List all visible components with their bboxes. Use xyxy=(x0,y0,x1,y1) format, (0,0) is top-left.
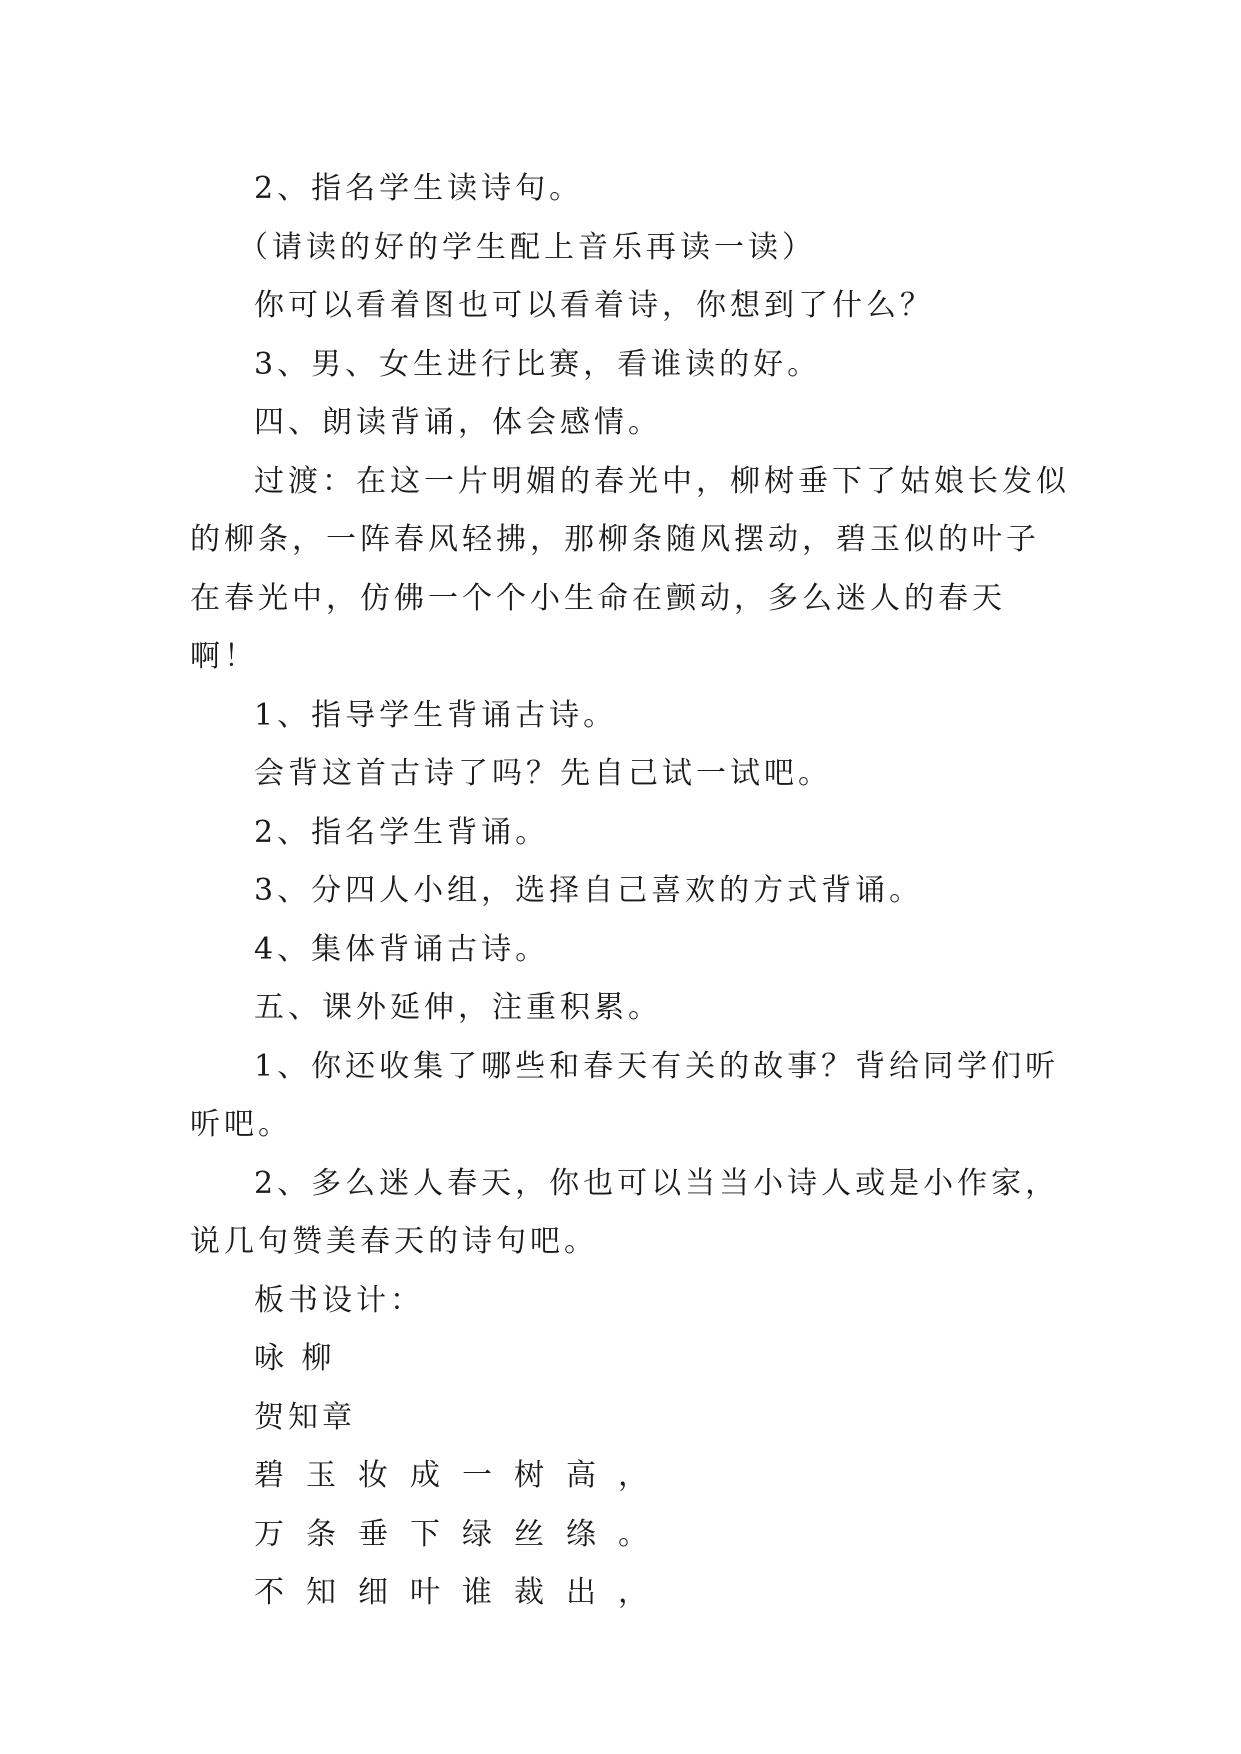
paragraph-13: 1、你还收集了哪些和春天有关的故事？背给同学们听听吧。 xyxy=(190,1048,1060,1142)
paragraph-12: 五、课外延伸，注重积累。 xyxy=(254,990,662,1025)
paragraph-8: 会背这首古诗了吗？先自己试一试吧。 xyxy=(254,756,832,791)
paragraph-14: 2、多么迷人春天，你也可以当当小诗人或是小作家，说几句赞美春天的诗句吧。 xyxy=(190,1165,1060,1259)
paragraph-9: 2、指名学生背诵。 xyxy=(254,814,550,850)
document-body xyxy=(190,160,1070,1623)
poem-line-3: 不知细叶谁裁出， xyxy=(254,1575,670,1610)
poem-title: 咏 柳 xyxy=(254,1341,336,1376)
poem-line-1: 碧玉妆成一树高， xyxy=(254,1458,670,1493)
poem-author: 贺知章 xyxy=(254,1399,356,1435)
paragraph-2: （请读的好的学生配上音乐再读一读） xyxy=(238,229,816,265)
paragraph-10: 3、分四人小组，选择自己喜欢的方式背诵。 xyxy=(254,873,924,908)
paragraph-5: 四、朗读背诵，体会感情。 xyxy=(254,405,662,440)
board-design-heading: 板书设计： xyxy=(254,1282,424,1318)
poem-line-2: 万条垂下绿丝绦。 xyxy=(254,1516,670,1552)
paragraph-11: 4、集体背诵古诗。 xyxy=(254,931,550,967)
paragraph-1: 2、指名学生读诗句。 xyxy=(254,171,584,206)
paragraph-transition: 过渡：在这一片明媚的春光中，柳树垂下了姑娘长发似的柳条，一阵春风轻拂，那柳条随风摆动，碧玉似的叶子在春光中，仿佛一个个小生命在颤动，多么迷人的春天啊！ xyxy=(190,463,1070,674)
paragraph-7: 1、指导学生背诵古诗。 xyxy=(254,697,618,733)
paragraph-3: 你可以看着图也可以看着诗，你想到了什么？ xyxy=(254,288,934,323)
paragraph-4: 3、男、女生进行比赛，看谁读的好。 xyxy=(254,346,822,382)
